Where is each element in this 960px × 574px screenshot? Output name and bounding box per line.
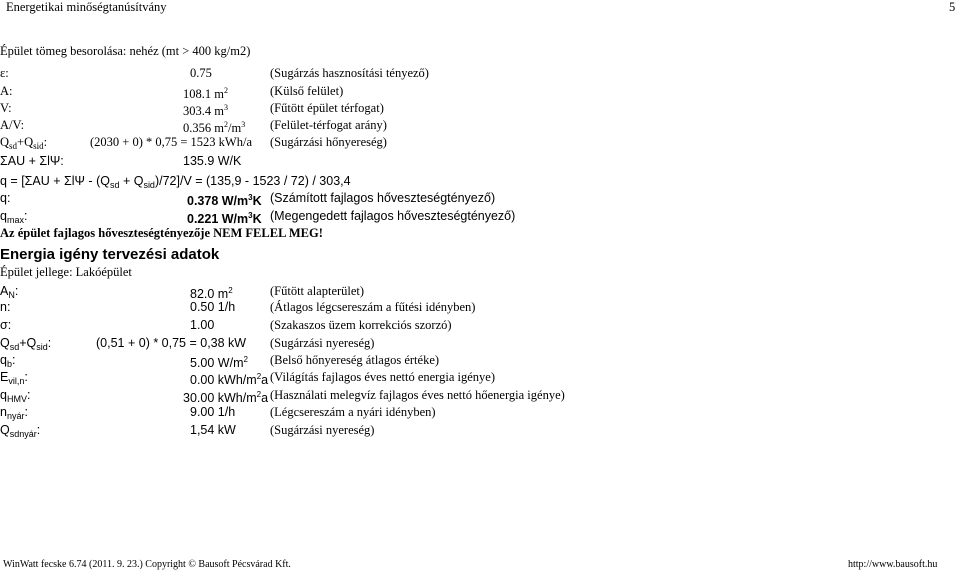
energy-row-value: 9.00 1/h: [190, 405, 236, 419]
av-value: 0.356 $m^2/m^3$: [183, 120, 246, 135]
energy-row-desc: (Világítás fajlagos éves nettó energia igénye): [270, 370, 495, 384]
epsilon-desc: (Sugárzás hasznosítási tényező): [270, 66, 429, 80]
energy-row-value: 0.50 1/h: [190, 300, 236, 314]
qmax-desc: (Megengedett fajlagos hőveszteségtényező): [270, 209, 516, 223]
energy-row-desc: (Sugárzási nyereség): [270, 423, 375, 437]
document-title: Energetikai minőségtanúsítvány: [6, 0, 167, 14]
energy-row-desc: (Szakaszos üzem korrekciós szorzó): [270, 318, 452, 332]
page-number: 5: [949, 0, 956, 14]
mass-class-line: Épület tömeg besorolása: nehéz (mt > 400 kg/m2): [0, 44, 251, 58]
heat-transfer-value: 135.9 W/K: [183, 154, 242, 168]
q-formula: $q = [\Sigma AU + \Sigma l\Psi - (Q_{sd} + Q_{sid})/72]/V = (135,9 - 1523 / 72) / 303,4$: [0, 174, 351, 190]
energy-row-label: $E_{vil,n}$:: [0, 370, 28, 386]
qmax-label: $q_{max}$:: [0, 209, 28, 225]
energy-row-label: $Q_{sd}+Q_{sid}$:: [0, 336, 52, 352]
energy-row-desc: (Belső hőnyereség átlagos értéke): [270, 353, 440, 367]
energy-row-value: 30.00 kWh/$m^2a$: [183, 390, 269, 405]
energy-row-value: 1,54 kW: [190, 423, 236, 437]
solar-gain-value: (2030 + 0) * 0,75 = 1523 kWh/a: [90, 135, 252, 149]
compliance-warning: Az épület fajlagos hőveszteségtényezője NEM FELEL MEG!: [0, 226, 323, 240]
heat-transfer-label: ΣAU + ΣlΨ:: [0, 154, 64, 168]
energy-row-label: n:: [0, 300, 11, 314]
building-type: Épület jellege: Lakóépület: [0, 265, 132, 279]
energy-row-desc: (Használati melegvíz fajlagos éves nettó hőenergia igénye): [270, 388, 565, 402]
energy-row-value: 0.00 kWh/$m^2a$: [190, 372, 269, 387]
energy-row-label: $q_{HMV}$:: [0, 388, 31, 404]
qmax-value: 0.221 $W/m^3K$: [187, 211, 262, 226]
epsilon-label: ε:: [0, 66, 9, 80]
energy-row-label: $n_{nyár}$:: [0, 405, 28, 421]
energy-heading: Energia igény tervezési adatok: [0, 246, 220, 263]
energy-row-label: $Q_{sdnyár}$:: [0, 423, 41, 439]
q-label: q:: [0, 191, 11, 205]
energy-row-value: 5.00 $W/m^2$: [190, 355, 248, 370]
area-value: 108.1 $m^2$: [183, 86, 228, 101]
volume-label: V:: [0, 101, 12, 115]
epsilon-value: 0.75: [190, 66, 212, 80]
energy-row-label: σ:: [0, 318, 12, 332]
volume-value: 303.4 $m^3$: [183, 103, 228, 118]
solar-gain-desc: (Sugárzási hőnyereség): [270, 135, 387, 149]
energy-row-desc: (Átlagos légcsereszám a fűtési idényben): [270, 300, 476, 314]
energy-row-desc: (Sugárzási nyereség): [270, 336, 375, 350]
volume-desc: (Fűtött épület térfogat): [270, 101, 384, 115]
q-desc: (Számított fajlagos hőveszteségtényező): [270, 191, 496, 205]
footer-copyright: WinWatt fecske 6.74 (2011. 9. 23.) Copyright © Bausoft Pécsvárad Kft.: [3, 559, 291, 570]
area-label: A:: [0, 84, 13, 98]
energy-row-desc: (Fűtött alapterület): [270, 284, 365, 298]
av-desc: (Felület-térfogat arány): [270, 118, 387, 132]
energy-row-label: $A_N$:: [0, 284, 19, 300]
energy-row-label: $q_b$:: [0, 353, 16, 369]
area-desc: (Külső felület): [270, 84, 344, 98]
solar-gain-label: $Q_{sd}+Q_{sid}$:: [0, 135, 48, 151]
av-label: A/V:: [0, 118, 25, 132]
energy-row-value: 82.0 $m^2$: [190, 286, 233, 301]
energy-row-value: 1.00: [190, 318, 215, 332]
q-value: 0.378 $W/m^3K$: [187, 193, 262, 208]
energy-row-desc: (Légcsereszám a nyári idényben): [270, 405, 436, 419]
energy-row-value: (0,51 + 0) * 0,75 = 0,38 kW: [96, 336, 247, 350]
footer-url[interactable]: http://www.bausoft.hu: [848, 559, 938, 570]
